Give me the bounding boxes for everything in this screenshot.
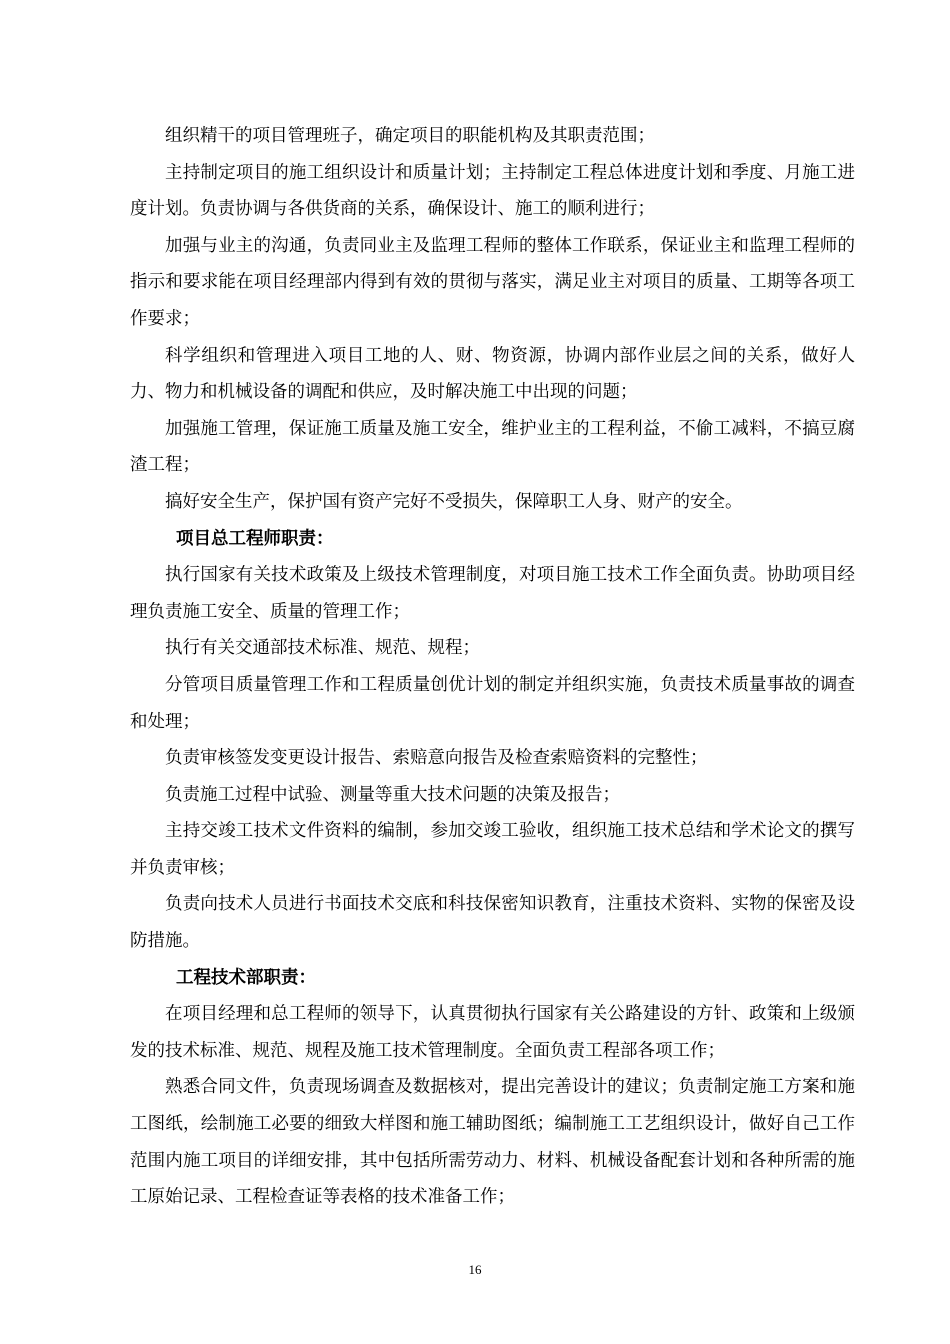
page-number: 16 [468,1262,482,1277]
paragraph: 执行有关交通部技术标准、规范、规程； [165,638,480,659]
paragraph: 在项目经理和总工程师的领导下，认真贯彻执行国家有关公路建设的方针、政策和上级颁发的技术标准、规范、规程及施工技术管理制度。全面负责工程部各项工作； [130,1004,855,1061]
paragraph: 执行国家有关技术政策及上级技术管理制度，对项目施工技术工作全面负责。协助项目经理负责施工安全、质量的管理工作； [130,565,855,622]
paragraph: 负责向技术人员进行书面技术交底和科技保密知识教育，注重技术资料、实物的保密及设防措施。 [130,894,855,952]
paragraph: 搞好安全生产，保护国有资产完好不受损失，保障职工人身、财产的安全。 [165,491,743,512]
paragraph: 主持交竣工技术文件资料的编制，参加交竣工验收，组织施工技术总结和学术论文的撰写并负责审核； [130,821,855,878]
paragraph: 加强施工管理，保证施工质量及施工安全，维护业主的工程利益，不偷工减料，不搞豆腐渣工程； [130,418,855,476]
paragraph: 加强与业主的沟通，负责同业主及监理工程师的整体工作联系，保证业主和监理工程师的指示和要求能在项目经理部内得到有效的贯彻与落实，满足业主对项目的质量、工期等各项工作要求； [130,235,855,329]
paragraph: 分管项目质量管理工作和工程质量创优计划的制定并组织实施，负责技术质量事故的调查和处理； [130,674,855,732]
paragraph: 负责审核签发变更设计报告、索赔意向报告及检查索赔资料的完整性； [165,748,708,769]
paragraph: 熟悉合同文件，负责现场调查及数据核对，提出完善设计的建议；负责制定施工方案和施工图纸，绘制施工必要的细致大样图和施工辅助图纸；编制施工工艺组织设计，做好自己工作范围内施工项目的详细安排，其中包括所需劳动力、材料、机械设备配套计划和各种所需的施工原始记录、工程检查证等表格的技术准备工作； [130,1077,855,1208]
page-content [130,118,855,1216]
paragraph: 科学组织和管理进入项目工地的人、财、物资源，协调内部作业层之间的关系，做好人力、物力和机械设备的调配和供应，及时解决施工中出现的问题； [130,345,855,403]
paragraph: 组织精干的项目管理班子，确定项目的职能机构及其职责范围； [165,126,655,146]
section-heading-chief-engineer: 项目总工程师职责： [176,528,334,549]
section-heading-engineering-dept: 工程技术部职责： [176,967,316,988]
paragraph: 主持制定项目的施工组织设计和质量计划；主持制定工程总体进度计划和季度、月施工进度计划。负责协调与各供货商的关系，确保设计、施工的顺利进行； [130,162,855,220]
paragraph: 负责施工过程中试验、测量等重大技术问题的决策及报告； [165,784,620,805]
